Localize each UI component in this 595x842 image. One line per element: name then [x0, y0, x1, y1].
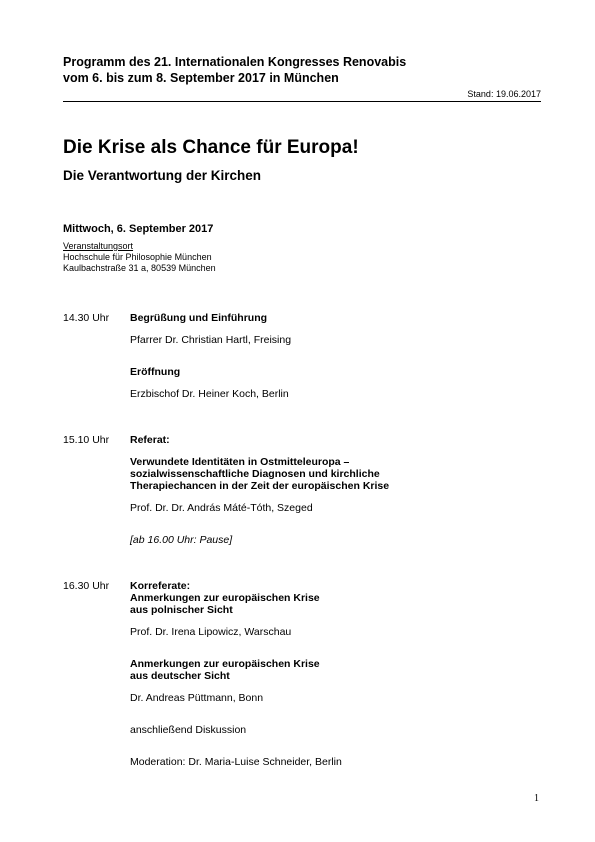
page-subtitle: Die Verantwortung der Kirchen: [63, 168, 262, 183]
slot-speaker: Pfarrer Dr. Christian Hartl, Freising: [130, 334, 292, 346]
slot-time: 14.30 Uhr: [63, 312, 110, 324]
slot-heading: Begrüßung und Einführung: [130, 312, 268, 324]
header-divider: [63, 101, 541, 102]
moderation-note: Moderation: Dr. Maria-Luise Schneider, Berlin: [130, 756, 342, 768]
schedule-slot: [63, 434, 543, 546]
slot-heading: Korreferate:: [130, 580, 191, 592]
venue-line: Kaulbachstraße 31 a, 80539 München: [63, 263, 216, 273]
talk-title-line: Anmerkungen zur europäischen Krise: [130, 592, 320, 604]
break-note: [ab 16.00 Uhr: Pause]: [130, 534, 233, 546]
venue-line: Hochschule für Philosophie München: [63, 252, 212, 262]
schedule-slot: [63, 580, 543, 768]
slot-time: 16.30 Uhr: [63, 580, 110, 592]
schedule: [63, 312, 543, 768]
talk-title-line: Verwundete Identitäten in Ostmitteleuropa –: [130, 456, 350, 468]
status-date: Stand: 19.06.2017: [467, 89, 541, 99]
slot-time: 15.10 Uhr: [63, 434, 110, 446]
venue-label: Veranstaltungsort: [63, 241, 134, 251]
talk-title-line: Therapiechancen in der Zeit der europäischen Krise: [130, 480, 390, 492]
day-label: Mittwoch, 6. September 2017: [63, 223, 214, 235]
slot-subspeaker: Erzbischof Dr. Heiner Koch, Berlin: [130, 388, 289, 400]
talk-title-line: Anmerkungen zur europäischen Krise: [130, 658, 320, 670]
discussion-note: anschließend Diskussion: [130, 724, 247, 736]
program-header: [63, 54, 543, 86]
day-block: [63, 222, 216, 274]
slot-speaker: Dr. Andreas Püttmann, Bonn: [130, 692, 264, 704]
slot-speaker: Prof. Dr. Irena Lipowicz, Warschau: [130, 626, 292, 638]
header-line-2: vom 6. bis zum 8. September 2017 in München: [63, 71, 339, 85]
talk-title-line: sozialwissenschaftliche Diagnosen und kirchliche: [130, 468, 380, 480]
slot-speaker: Prof. Dr. Dr. András Máté-Tóth, Szeged: [130, 502, 313, 514]
talk-title-line: aus polnischer Sicht: [130, 604, 233, 616]
header-line-1: Programm des 21. Internationalen Kongresses Renovabis: [63, 55, 407, 69]
schedule-slot: [63, 312, 543, 400]
slot-heading: Referat:: [130, 434, 170, 446]
talk-title-line: aus deutscher Sicht: [130, 670, 230, 682]
page-title: Die Krise als Chance für Europa!: [63, 137, 359, 158]
page-number: 1: [534, 793, 539, 804]
slot-subheading: Eröffnung: [130, 366, 181, 378]
